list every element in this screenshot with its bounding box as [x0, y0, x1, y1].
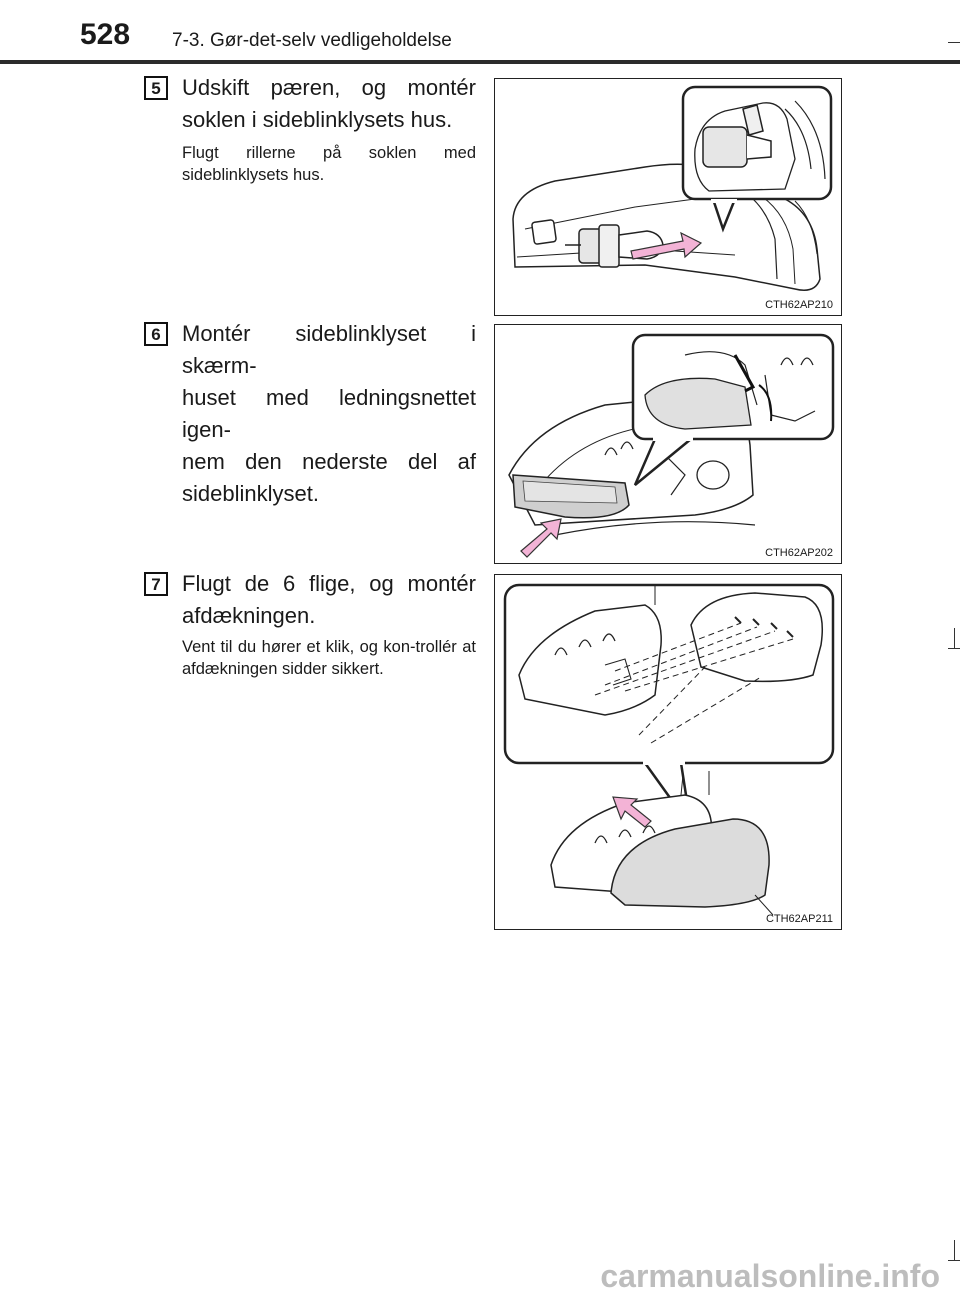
crop-mark: [954, 1240, 955, 1260]
crop-mark: [948, 42, 960, 43]
header-rule: [0, 60, 960, 64]
crop-mark: [948, 1260, 960, 1261]
figure-code: CTH62AP210: [765, 299, 833, 311]
step-heading-line: Montér sideblinklyset i skærm-: [182, 321, 476, 378]
install-signal-illustration: [495, 325, 842, 564]
step-number-badge: 7: [144, 572, 168, 596]
bulb-socket-illustration: [495, 79, 842, 316]
step-heading-line: nem den nederste del af: [182, 449, 476, 474]
step-note: Flugt rillerne på soklen med sideblinklysets hus.: [182, 144, 476, 184]
step-heading-line: sideblinklyset.: [182, 481, 319, 506]
figure-install-cover: [494, 574, 842, 930]
step-number-badge: 5: [144, 76, 168, 100]
figure-install-signal: [494, 324, 842, 564]
step-note: Vent til du hører et klik, og kon-trollér at afdækningen sidder sikkert.: [182, 638, 476, 678]
figure-code: CTH62AP202: [765, 547, 833, 559]
step-heading-line: soklen i sideblinklysets hus.: [182, 107, 453, 132]
page-number: 528: [80, 18, 131, 51]
step-heading: [182, 568, 476, 632]
page-header: [0, 0, 960, 64]
step-heading: [182, 72, 476, 136]
figure-bulb-socket: [494, 78, 842, 316]
watermark: carmanualsonline.info: [600, 1258, 940, 1294]
crop-mark: [948, 648, 960, 649]
section-title: 7-3. Gør-det-selv vedligeholdelse: [172, 30, 452, 51]
step-number-badge: 6: [144, 322, 168, 346]
step-heading: [182, 318, 476, 510]
figure-code: CTH62AP211: [765, 913, 833, 925]
step-heading-line: afdækningen.: [182, 603, 316, 628]
step-heading-line: Udskift pæren, og montér: [182, 75, 476, 100]
step-heading-line: Flugt de 6 flige, og montér: [182, 571, 476, 596]
install-cover-illustration: [495, 575, 842, 930]
step-heading-line: huset med ledningsnettet igen-: [182, 385, 476, 442]
crop-mark: [954, 628, 955, 648]
